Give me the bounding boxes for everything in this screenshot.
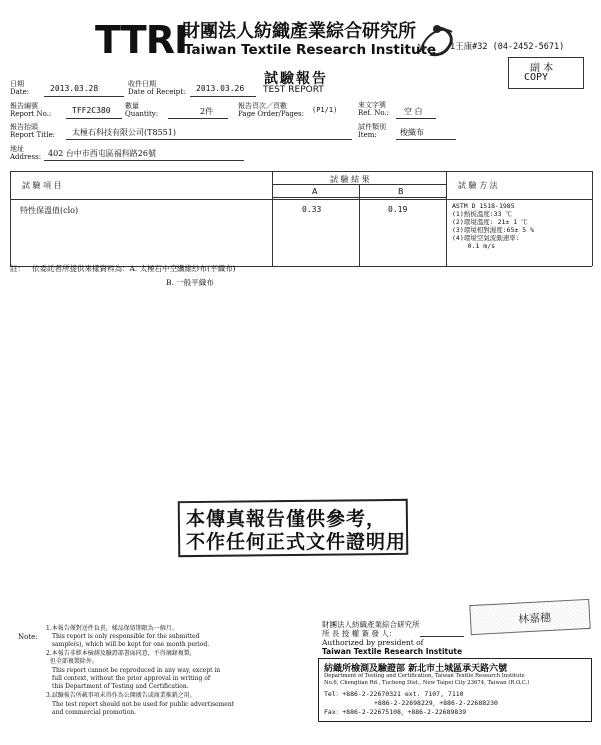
report-title-label-en: Report Title:: [10, 131, 55, 139]
fax-stamp-line-1: 本傳真報告僅供參考，: [186, 508, 387, 530]
footer-note-en-6: The test report should not be used for public advertisement: [52, 701, 235, 708]
qty-label-zh: 數量: [125, 102, 139, 110]
address-label-en: Address:: [10, 153, 42, 161]
note-label: 註：: [10, 264, 25, 273]
col-header-results: 試 驗 結 果: [330, 175, 370, 184]
row-value-b: 0.19: [388, 205, 408, 214]
dept-tel: Tel：+886-2-22670321 ext. 7107, 7110: [324, 690, 464, 698]
ref-value: 空 白: [404, 107, 423, 116]
method-line: 0.1 m/s: [452, 242, 496, 250]
footer-note-en-7: and commercial promotion.: [52, 709, 136, 716]
footer-note-zh-1: 1.本報告僅對送件負責，樣品保留期限為一個月。: [46, 625, 178, 632]
col-header-b: B: [398, 187, 404, 196]
footer-note-zh-3: 但全部複製除外。: [46, 658, 98, 665]
ref-label-zh: 來文字號: [358, 101, 386, 109]
footer-note-en-3: This report cannot be reproduced in any way, except in: [52, 667, 221, 674]
row-item-name: 特性保溫值(clo): [20, 206, 79, 215]
note-line-1: 依委託者所提供來樣資料為：A. 太極石中空纖維紗布(平織布): [32, 264, 236, 273]
dept-name-en-2: No.6, Chengtian Rd., Tucheng Dist., New Taipei City 23674, Taiwan (R.O.C.): [324, 680, 530, 686]
dept-fax: Fax：+886-2-22675108，+886-2-22689839: [324, 708, 467, 716]
copy-stamp-en: COPY: [524, 72, 549, 83]
qty-label-en: Quantity:: [125, 110, 159, 118]
col-header-a: A: [312, 187, 318, 196]
method-line: (4)環境空氣流動速率:: [452, 234, 520, 242]
footer-org-zh: 財團法人紡織產業綜合研究所: [322, 620, 420, 629]
report-title-zh: 試驗報告: [264, 71, 328, 87]
report-no-label-zh: 報告編號: [10, 102, 38, 110]
date-value: 2013.03.28: [50, 84, 99, 93]
page-value: (P1/1): [312, 106, 338, 114]
footer-note-zh-4: 3.試驗報告所載事項未得作為公開廣告或商業推銷之用。: [46, 692, 196, 699]
footer-auth-en-1: Authorized by president of: [322, 638, 424, 647]
method-line: ASTM D 1518-1985: [452, 202, 515, 210]
page-label-zh: 報告頁次／頁數: [238, 102, 287, 110]
footer-auth-zh: 所 長 授 權 簽 發 人：: [322, 629, 397, 638]
footer-note-en-1: This report is only responsible for the submitted: [52, 633, 200, 640]
signature-seal-text: 林嘉穗: [517, 611, 552, 626]
receipt-label-zh: 收件日期: [128, 80, 156, 88]
ref-label-en: Ref. No.:: [358, 109, 390, 117]
dept-name-en-1: Department of Testing and Certification, Taiwan Textile Research Institute: [324, 673, 525, 679]
col-header-method: 試 驗 方 法: [458, 181, 498, 190]
footer-note-en-5: this Department of Testing and Certification.: [52, 683, 189, 690]
copy-stamp-zh: 副 本: [530, 63, 554, 74]
footer-note-label: Note:: [18, 633, 38, 641]
org-name-en: Taiwan Textile Research Institute: [184, 42, 437, 58]
date-label-zh: 日期: [10, 80, 24, 88]
report-no-value: TFF2C380: [72, 106, 111, 115]
address-label-zh: 地址: [10, 145, 24, 153]
qty-value: 2件: [200, 107, 214, 116]
method-line: (1)熱板溫度:33 ℃: [452, 210, 512, 218]
note-line-2: B. 一般平織布: [166, 278, 214, 287]
report-title-label-zh: 報告抬頭: [10, 123, 38, 131]
page-label-en: Page Order/Pages:: [238, 110, 304, 118]
footer-note-zh-2: 2.本報告非經本檢測及驗證部書面同意，不得摘錄複製，: [46, 650, 196, 657]
item-label-zh: 試件類別: [358, 123, 386, 131]
report-title-en: TEST REPORT: [263, 85, 324, 95]
col-header-item: 試 驗 項 目: [22, 181, 62, 190]
footer-auth-en-2: Taiwan Textile Research Institute: [322, 647, 463, 656]
ttri-logo: TTRI: [95, 18, 188, 62]
address-value: 402 台中市西屯區福科路26號: [48, 149, 156, 158]
receipt-label-en: Date of Receipt:: [128, 88, 186, 96]
footer-note-en-2: sample(s), which will be kept for one month period.: [52, 641, 210, 648]
method-line: (3)環境相對濕度:65± 5 %: [452, 226, 535, 234]
fax-stamp-line-2: 不作任何正式文件證明用: [186, 531, 407, 553]
date-label-en: Date:: [10, 88, 30, 96]
item-label-en: Item:: [358, 131, 377, 139]
row-value-a: 0.33: [302, 205, 322, 214]
method-line: (2)環境溫度: 21± 1 ℃: [452, 218, 528, 226]
report-title-value: 太極石科技有限公司(T8551): [72, 128, 176, 137]
dept-tel-2: +886-2-22698229，+886-2-22688230: [374, 699, 498, 707]
footer-note-en-4: full context, without the prior approval in writing of: [52, 675, 211, 682]
dept-name-zh: 紡織所檢測及驗證部 新北市土城區承天路六號: [324, 664, 508, 674]
phone-number: 1王康#32 (04-2452-5671): [450, 42, 565, 52]
org-name-zh: 財團法人紡織產業綜合研究所: [182, 21, 416, 42]
report-no-label-en: Report No.:: [10, 110, 52, 118]
receipt-value: 2013.03.26: [196, 84, 245, 93]
item-value: 梭織布: [400, 128, 424, 137]
